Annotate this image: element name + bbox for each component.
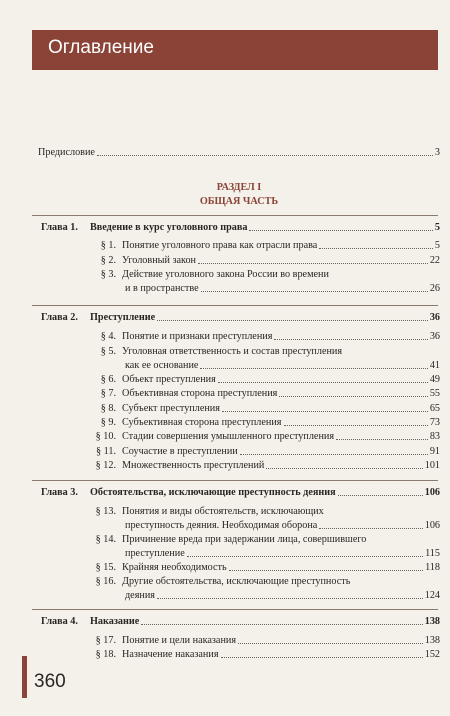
leader-dots <box>157 320 428 321</box>
item-title: Понятие и цели наказания <box>122 635 237 646</box>
item-title: Соучастие в преступлении <box>122 446 238 457</box>
chapter-2[interactable] <box>38 312 440 324</box>
leader-dots <box>240 454 428 455</box>
leader-dots <box>200 368 427 369</box>
item-page: 22 <box>429 255 440 266</box>
item-title: Уголовный закон <box>122 255 197 266</box>
item-title: Назначение наказания <box>122 649 219 660</box>
item-number: § 8. <box>100 403 116 414</box>
leader-dots <box>187 556 423 557</box>
leader-dots <box>336 439 428 440</box>
leader-dots <box>221 657 423 658</box>
chapter-4[interactable] <box>38 616 440 628</box>
item-page: 115 <box>425 548 440 559</box>
page-number: 360 <box>34 671 66 692</box>
toc-item-9[interactable] <box>38 417 440 429</box>
chapter-title: Преступление <box>90 312 156 323</box>
leader-dots <box>338 495 423 496</box>
header-bar <box>32 30 438 70</box>
toc-item-5-cont[interactable] <box>38 360 440 372</box>
item-title-cont: как ее основание <box>125 360 199 371</box>
leader-dots <box>279 396 427 397</box>
item-page: 73 <box>429 417 440 428</box>
chapter-title: Введение в курс уголовного права <box>90 222 248 233</box>
item-page: 65 <box>429 403 440 414</box>
leader-dots <box>218 382 428 383</box>
toc-item-14[interactable] <box>38 534 440 546</box>
item-title: Другие обстоятельства, исключающие преступность <box>122 576 351 587</box>
item-title: Субъективная сторона преступления <box>122 417 282 428</box>
item-number: § 5. <box>100 346 116 357</box>
chapter-title: Наказание <box>90 616 140 627</box>
chapter-page: 106 <box>424 487 440 498</box>
item-number: § 10. <box>95 431 116 442</box>
toc-item-16[interactable] <box>38 576 440 588</box>
section-subtitle: ОБЩАЯ ЧАСТЬ <box>199 196 279 207</box>
item-page: 26 <box>429 283 440 294</box>
leader-dots <box>319 248 433 249</box>
item-title: Крайняя необходимость <box>122 562 227 573</box>
toc-item-10[interactable] <box>38 431 440 443</box>
item-title: Объективная сторона преступления <box>122 388 278 399</box>
toc-item-15[interactable] <box>38 562 440 574</box>
item-page: 138 <box>424 635 440 646</box>
chapter-number: Глава 1. <box>41 222 78 233</box>
item-page: 83 <box>429 431 440 442</box>
leader-dots <box>274 339 427 340</box>
item-title: Субъект преступления <box>122 403 220 414</box>
toc-item-8[interactable] <box>38 403 440 415</box>
leader-dots <box>319 528 422 529</box>
divider <box>32 480 438 481</box>
toc-item-7[interactable] <box>38 388 440 400</box>
item-number: § 18. <box>95 649 116 660</box>
toc-item-1[interactable] <box>38 240 440 252</box>
chapter-page: 138 <box>424 616 440 627</box>
page-title: Оглавление <box>48 37 154 58</box>
item-page: 124 <box>424 590 440 601</box>
item-page: 118 <box>425 562 440 573</box>
item-number: § 12. <box>95 460 116 471</box>
item-number: § 4. <box>100 331 116 342</box>
item-title: Понятие уголовного права как отрасли права <box>122 240 318 251</box>
item-title: Объект преступления <box>122 374 216 385</box>
item-title-cont: преступление <box>125 548 185 559</box>
toc-item-11[interactable] <box>38 446 440 458</box>
toc-item-13-cont[interactable] <box>38 520 440 532</box>
chapter-number: Глава 2. <box>41 312 78 323</box>
chapter-number: Глава 4. <box>41 616 78 627</box>
toc-item-13[interactable] <box>38 506 440 518</box>
leader-dots <box>222 411 428 412</box>
item-number: § 11. <box>96 446 116 457</box>
leader-dots <box>157 598 423 599</box>
item-number: § 15. <box>95 562 116 573</box>
item-title-cont: деяния <box>125 590 155 601</box>
item-number: § 3. <box>100 269 116 280</box>
item-number: § 7. <box>100 388 116 399</box>
item-title: Понятие и признаки преступления <box>122 331 273 342</box>
item-page: 106 <box>424 520 440 531</box>
toc-item-2[interactable] <box>38 255 440 267</box>
item-title: Множественность преступлений <box>122 460 265 471</box>
divider <box>32 215 438 216</box>
item-page: 55 <box>429 388 440 399</box>
chapter-3[interactable] <box>38 487 440 499</box>
leader-dots <box>201 291 428 292</box>
toc-item-18[interactable] <box>38 649 440 661</box>
toc-item-17[interactable] <box>38 635 440 647</box>
chapter-page: 5 <box>434 222 440 233</box>
item-page: 152 <box>424 649 440 660</box>
leader-dots <box>198 263 428 264</box>
toc-item-5[interactable] <box>38 346 440 358</box>
item-page: 36 <box>429 331 440 342</box>
leader-dots <box>266 468 422 469</box>
item-number: § 1. <box>100 240 116 251</box>
footer-bar <box>22 656 27 698</box>
item-page: 91 <box>429 446 440 457</box>
toc-item-6[interactable] <box>38 374 440 386</box>
leader-dots <box>97 155 433 156</box>
item-number: § 17. <box>95 635 116 646</box>
toc-item-16-cont[interactable] <box>38 590 440 602</box>
item-title-cont: преступность деяния. Необходимая оборона <box>125 520 318 531</box>
toc-item-14-cont[interactable] <box>38 548 440 560</box>
divider <box>32 609 438 610</box>
toc-item-12[interactable] <box>38 460 440 472</box>
item-title: Причинение вреда при задержании лица, совершившего <box>122 534 367 545</box>
item-title: Стадии совершения умышленного преступления <box>122 431 335 442</box>
leader-dots <box>238 643 423 644</box>
item-title-cont: и в пространстве <box>125 283 199 294</box>
item-number: § 13. <box>95 506 116 517</box>
chapter-1[interactable] <box>38 222 440 234</box>
toc-item-4[interactable] <box>38 331 440 343</box>
chapter-number: Глава 3. <box>41 487 78 498</box>
item-page: 101 <box>424 460 440 471</box>
preface-page: 3 <box>434 147 440 158</box>
item-number: § 16. <box>95 576 116 587</box>
item-title: Понятия и виды обстоятельств, исключающих <box>122 506 324 517</box>
toc-item-3[interactable] <box>38 269 440 281</box>
preface-label: Предисловие <box>38 147 95 158</box>
item-number: § 14. <box>95 534 116 545</box>
item-number: § 2. <box>100 255 116 266</box>
toc-item-3-cont[interactable] <box>38 283 440 295</box>
item-title: Уголовная ответственность и состав преступления <box>122 346 343 357</box>
item-page: 41 <box>429 360 440 371</box>
item-title: Действие уголовного закона России во времени <box>122 269 329 280</box>
preface-entry[interactable] <box>38 147 440 159</box>
chapter-title: Обстоятельства, исключающие преступность деяния <box>90 487 336 498</box>
item-page: 49 <box>429 374 440 385</box>
leader-dots <box>284 425 428 426</box>
leader-dots <box>229 570 423 571</box>
item-number: § 6. <box>100 374 116 385</box>
chapter-page: 36 <box>429 312 440 323</box>
item-page: 5 <box>434 240 440 251</box>
leader-dots <box>249 230 432 231</box>
divider <box>32 305 438 306</box>
item-number: § 9. <box>100 417 116 428</box>
section-title: РАЗДЕЛ I <box>216 182 262 193</box>
leader-dots <box>141 624 422 625</box>
